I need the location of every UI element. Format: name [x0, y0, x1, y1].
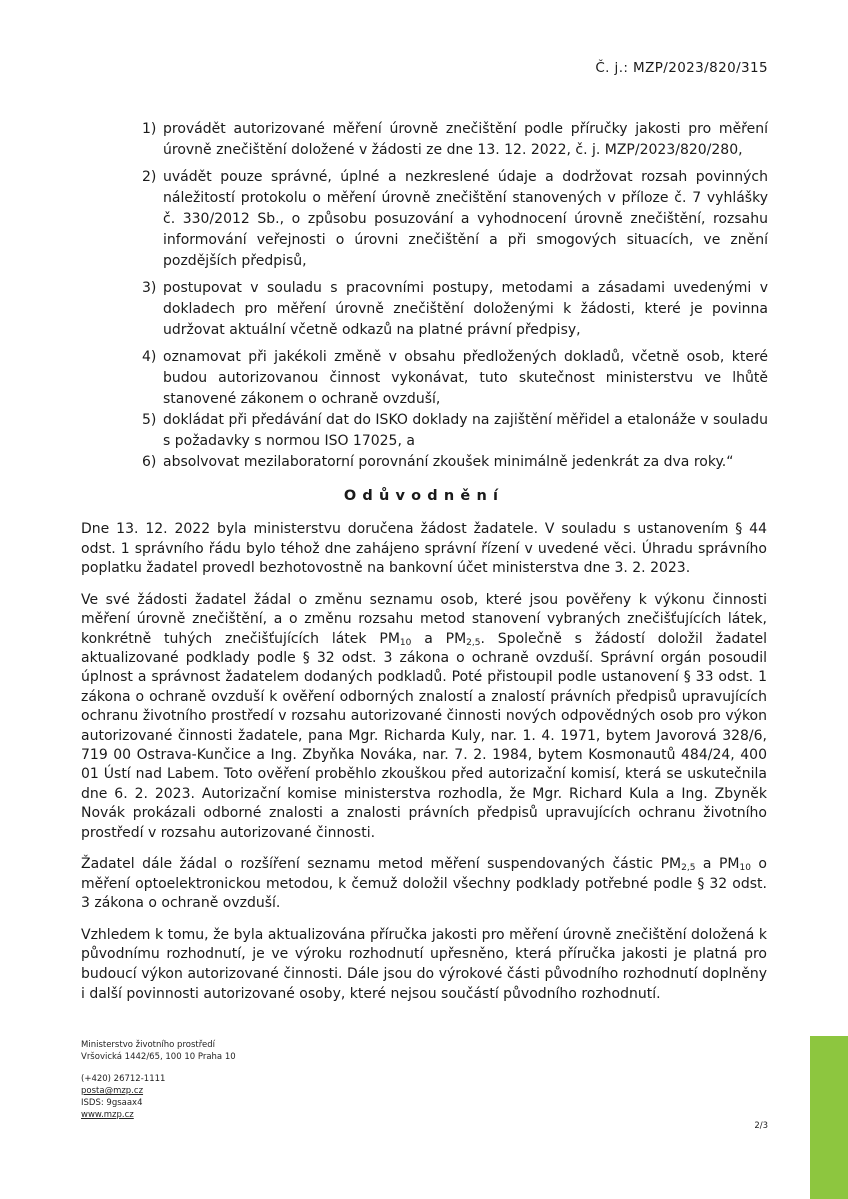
footer-org: Ministerstvo životního prostředí — [81, 1040, 216, 1050]
list-text: oznamovat při jakékoli změně v obsahu předložených dokladů, včetně osob, které budou autorizovanou činnost vykonávat, tuto skutečnost ministerstvu ve lhůtě stanovené zákonem o ochraně ovzduší, — [163, 349, 768, 407]
paragraph-1: Dne 13. 12. 2022 byla ministerstvu doručena žádost žadatele. V souladu s ustanovením § 44 odst. 1 správního řádu bylo téhož dne zahájeno správní řízení v uvedené věci. Úhradu správního poplatku žadatel provedl bezhotovostně na bankovní účet ministerstva dne 3. 2. 2023. — [81, 521, 767, 577]
list-item — [142, 452, 768, 473]
footer-contact — [81, 1039, 236, 1121]
justification-body — [81, 520, 767, 1016]
footer-phone: (+420) 26712-1111 — [81, 1074, 166, 1084]
list-number: 1) — [142, 121, 157, 137]
footer-address: Vršovická 1442/65, 100 10 Praha 10 — [81, 1052, 236, 1062]
paragraph-2: Ve své žádosti žadatel žádal o změnu seznamu osob, které jsou pověřeny k výkonu činnosti měření úrovně znečištění, a o změnu rozsahu metod stanovení vybraných znečišťujících látek, konkrétně tuhých znečišťujících látek $PM_{10}$ a $PM_{2,5}$. Společně s žádostí doložil žadatel aktualizované podklady podle § 32 odst. 3 zákona o ochraně ovzduší. Správní orgán posoudil úplnost a správnost žadatelem dodaných podkladů. Poté přistoupil podle ustanovení § 33 odst. 1 zákona o ochraně ovzduší k ověření odborných znalostí a znalostí právních předpisů upravujících ochranu životního prostředí v rozsahu autorizované činnosti nových odpovědných osob pro výkon autorizované činnosti žadatele, pana Mgr. Richarda Kuly, nar. 1. 4. 1971, bytem Javorová 328/6, 719 00 Ostrava-Kunčice a Ing. Zbyňka Nováka, nar. 7. 2. 1984, bytem Kosmonautů 484/24, 400 01 Ústí nad Labem. Toto ověření proběhlo zkouškou před autorizační komisí, která se uskutečnila dne 6. 2. 2023. Autorizační komise ministerstva rozhodla, že Mgr. Richard Kula a Ing. Zbyněk Novák prokázali odborné znalosti a znalosti právních předpisů upravujících ochranu životního prostředí v rozsahu autorizované činnosti. — [81, 591, 767, 841]
list-text: uvádět pouze správné, úplné a nezkreslené údaje a dodržovat rozsah povinných náležitostí protokolu o měření úrovně znečištění stanovených v příloze č. 7 vyhlášky č. 330/2012 Sb., o způsobu posuzování a vyhodnocení úrovně znečištění, rozsahu informování veřejnosti o úrovni znečištění a při smogových situacích, ve znění pozdějších předpisů, — [163, 169, 768, 269]
list-number: 6) — [142, 454, 157, 470]
reference-number: Č. j.: MZP/2023/820/315 — [595, 60, 768, 76]
obligations-list — [142, 119, 768, 479]
paragraph-3: Žadatel dále žádal o rozšíření seznamu metod měření suspendovaných částic $PM_{2,5}$ a $PM_{10}$ o měření optoelektronickou metodou, k čemuž doložil všechny podklady potřebné podle § 32 odst. 3 zákona o ochraně ovzduší. — [81, 856, 767, 912]
list-number: 4) — [142, 349, 157, 365]
footer-email-link[interactable]: posta@mzp.cz — [81, 1086, 144, 1096]
list-item — [142, 167, 768, 272]
list-item — [142, 410, 768, 452]
brand-accent-bar — [810, 1036, 848, 1199]
list-text: absolvovat mezilaboratorní porovnání zkoušek minimálně jedenkrát za dva roky.“ — [163, 454, 734, 470]
list-text: postupovat v souladu s pracovními postupy, metodami a zásadami uvedenými v dokladech pro měření úrovně znečištění doloženými k žádosti, které je povinna udržovat aktuální včetně odkazů na platné právní předpisy, — [163, 280, 768, 338]
list-item — [142, 278, 768, 341]
list-item — [142, 347, 768, 410]
list-item — [142, 119, 768, 161]
list-text: dokládat při předávání dat do ISKO doklady na zajištění měřidel a etalonáže v souladu s požadavky s normou ISO 17025, a — [163, 412, 768, 449]
list-number: 3) — [142, 280, 157, 296]
footer-isds: ISDS: 9gsaax4 — [81, 1098, 143, 1108]
list-number: 5) — [142, 412, 157, 428]
list-number: 2) — [142, 169, 157, 185]
section-heading: Odůvodnění — [343, 488, 505, 504]
page-number: 2/3 — [754, 1121, 768, 1131]
list-text: provádět autorizované měření úrovně znečištění podle příručky jakosti pro měření úrovně znečištění doložené v žádosti ze dne 13. 12. 2022, č. j. MZP/2023/820/280, — [163, 121, 768, 158]
footer-web-link[interactable]: www.mzp.cz — [81, 1110, 134, 1120]
paragraph-4: Vzhledem k tomu, že byla aktualizována příručka jakosti pro měření úrovně znečištění doložená k původnímu rozhodnutí, je ve výroku rozhodnutí upřesněno, která příručka jakosti je platná pro budoucí výkon autorizované činnosti. Dále jsou do výrokové části původního rozhodnutí doplněny i další povinnosti autorizované osoby, které nejsou součástí původního rozhodnutí. — [81, 926, 767, 1002]
